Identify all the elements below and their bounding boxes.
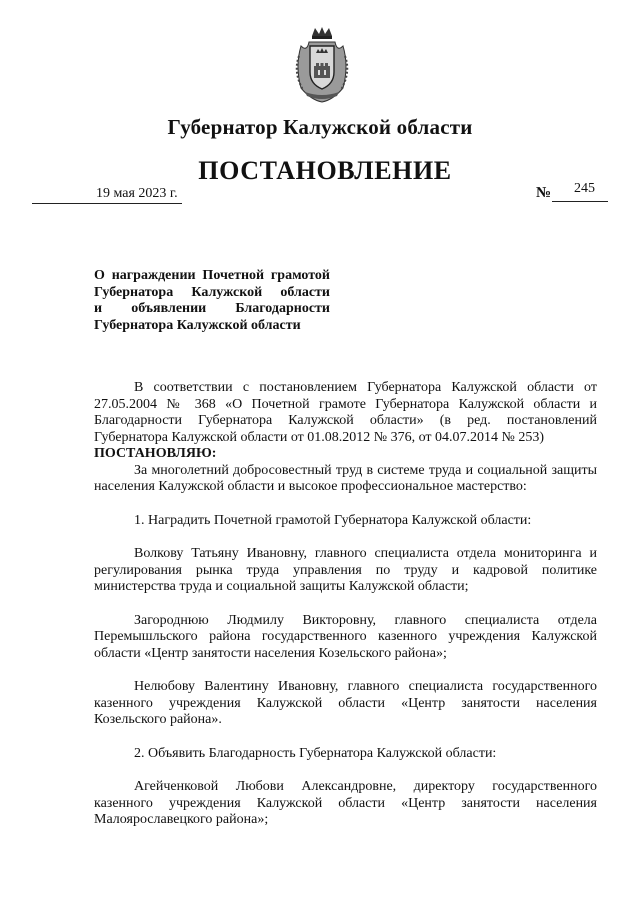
- resolve-heading: ПОСТАНОВЛЯЮ:: [94, 446, 217, 461]
- issuing-authority: Губернатор Калужской области: [167, 115, 473, 139]
- award-paragraph: Нелюбову Валентину Ивановну, главного специалиста государственного казенного учреждения Калужской области «Центр занятости населения Козельского района».: [94, 679, 597, 727]
- award-paragraph: Загороднюю Людмилу Викторовну, главного специалиста отдела Перемышльского района государственного казенного учреждения Калужской области «Центр занятости населения Козельского района»;: [94, 612, 597, 661]
- item-1-heading: 1. Наградить Почетной грамотой Губернатора Калужской области:: [134, 512, 532, 528]
- thanks-paragraph: Агейченковой Любови Александровне, директору государственного казенного учреждения Калужской области «Центр занятости населения Малоярославецкого района»;: [94, 779, 597, 827]
- document-number: 245: [574, 181, 595, 196]
- subject-line: Губернатора Калужской области: [94, 317, 301, 333]
- document-type-title: ПОСТАНОВЛЕНИЕ: [198, 156, 452, 185]
- subject-line: О награждении Почетной грамотой: [94, 268, 330, 283]
- number-label: №: [536, 185, 552, 201]
- subject-line: и объявлении Благодарности: [94, 301, 330, 316]
- document-subject: [94, 268, 330, 334]
- item-2-heading: 2. Объявить Благодарность Губернатора Калужской области:: [134, 745, 497, 761]
- document-body: [94, 380, 597, 829]
- subject-line: Губернатора Калужской области: [94, 284, 330, 300]
- reason-paragraph: За многолетний добросовестный труд в системе труда и социальной защиты населения Калужской области и высокое профессиональное мастерство:: [94, 462, 597, 494]
- coat-of-arms-icon: [291, 26, 353, 104]
- award-paragraph: Волкову Татьяну Ивановну, главного специалиста отдела мониторинга и регулирования рынка труда управления по труду и кадровой политике министерства труда и социальной защиты Калужской области;: [94, 546, 597, 594]
- preamble-paragraph: В соответствии с постановлением Губернатора Калужской области от 27.05.2004 № 368 «О Почетной грамоте Губернатора Калужской области и Благодарности Губернатора Калужской области» (в ред. постановлений Губернатора Калужской области от 01.08.2012 № 376, от 04.07.2014 № 253): [94, 380, 597, 445]
- document-date: 19 мая 2023 г.: [96, 186, 178, 201]
